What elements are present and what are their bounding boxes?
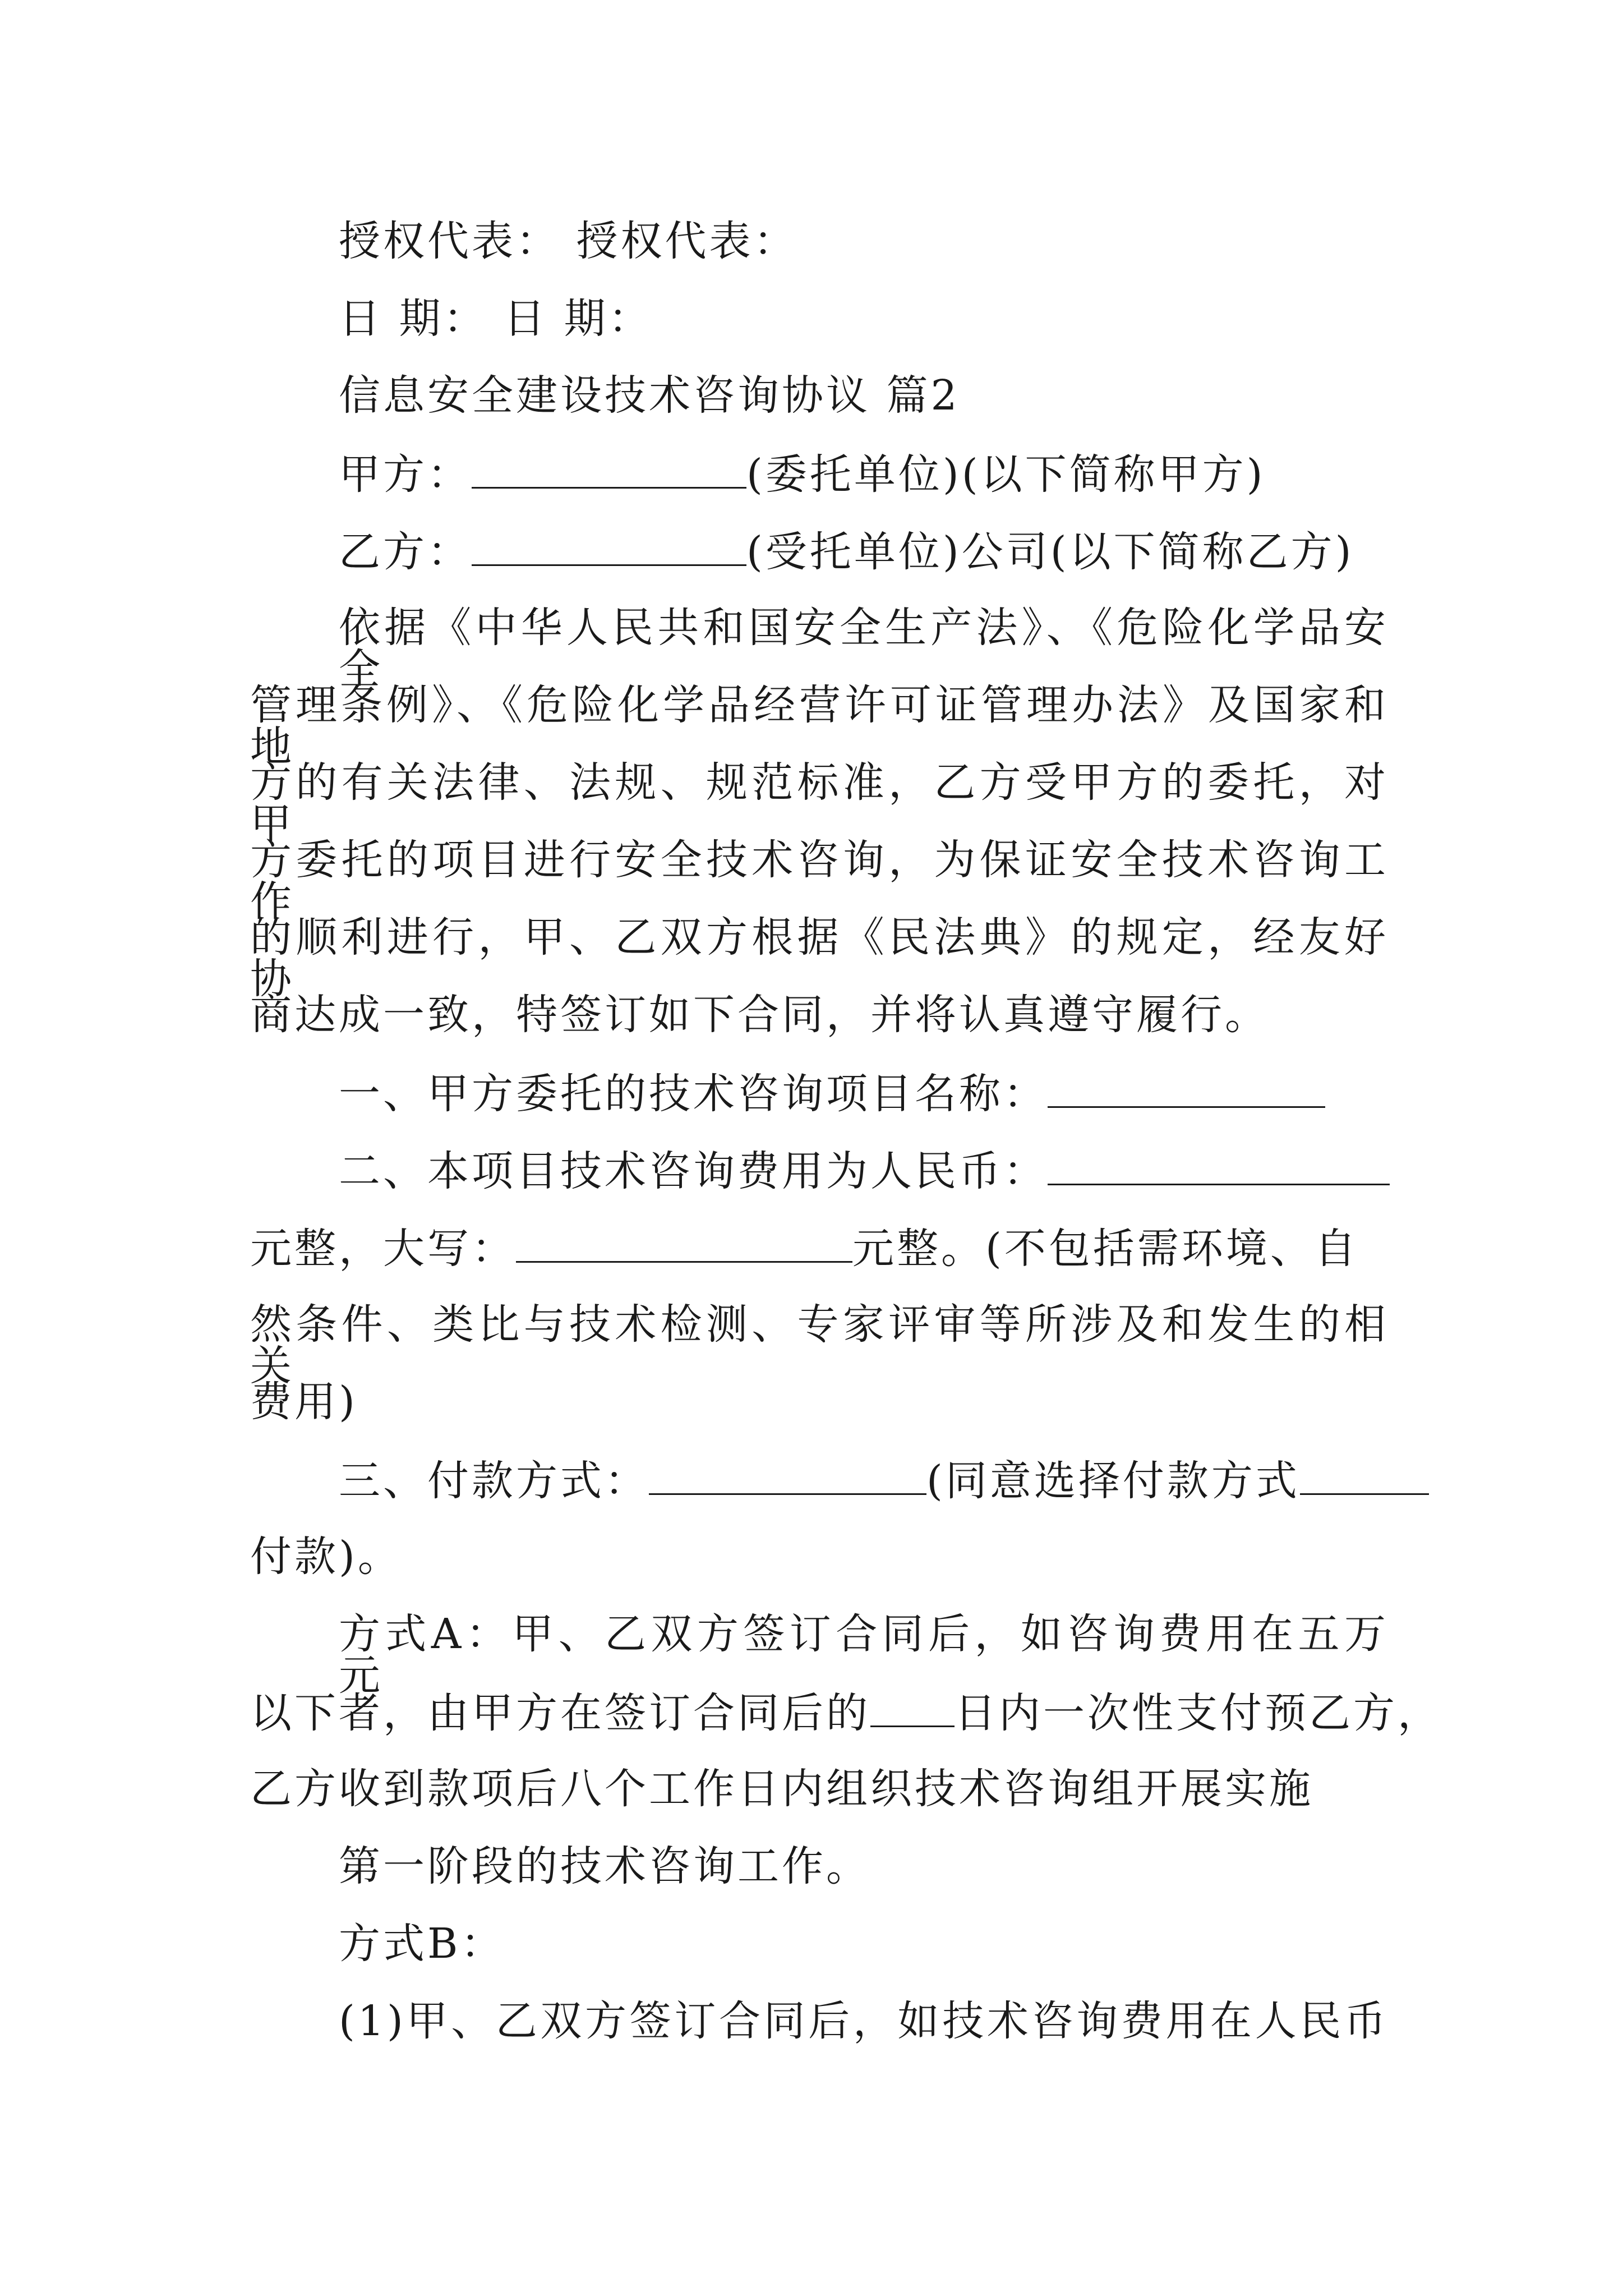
party-a-line (339, 450, 1389, 499)
clause-2-line-2 (250, 1225, 1389, 1273)
clause-2-line-4: 费用) (250, 1378, 358, 1426)
clause-3-text: (同意选择付款方式 (926, 1457, 1300, 1505)
clause-1-blank (1048, 1071, 1325, 1108)
signature-row: 授权代表： 授权代表： (339, 217, 798, 265)
method-a-line-4: 第一阶段的技术咨询工作。 (339, 1842, 870, 1890)
party-b-label: 乙方： (339, 528, 472, 576)
clause-3-line-2: 付款)。 (250, 1533, 402, 1581)
clause-2-line-1 (339, 1147, 1389, 1195)
method-a-text: 日内一次性支付预乙方， (955, 1689, 1442, 1737)
method-a-line-1: 方式A：甲、乙双方签订合同后，如咨询费用在五万元 (339, 1610, 1389, 1700)
preamble-line: 的顺利进行，甲、乙双方根据《民法典》的规定，经友好协 (250, 913, 1389, 1003)
clause-2-amount-blank (1048, 1149, 1390, 1185)
method-b-item-1: (1)甲、乙双方签订合同后，如技术咨询费用在人民币 (339, 1997, 1389, 2045)
party-b-line (339, 528, 1389, 576)
preamble-line: 方委托的项目进行安全技术咨询，为保证安全技术咨询工作 (250, 836, 1389, 926)
clause-1-line (339, 1070, 1389, 1118)
preamble-line: 商达成一致，特签订如下合同，并将认真遵守履行。 (250, 991, 1269, 1039)
payment-choice-blank (1300, 1458, 1429, 1495)
party-a-suffix: (委托单位)(以下简称甲方) (746, 450, 1266, 499)
clause-1-text: 一、甲方委托的技术咨询项目名称： (339, 1070, 1048, 1118)
method-a-line-2 (250, 1689, 1442, 1737)
party-a-blank (472, 452, 746, 489)
clause-3-line-1 (339, 1457, 1389, 1505)
party-a-label: 甲方： (339, 450, 472, 499)
clause-2-text: 元整。(不包括需环境、自 (852, 1225, 1359, 1273)
clause-2-text: 元整，大写： (250, 1225, 516, 1273)
clause-3-text: 三、付款方式： (339, 1457, 649, 1505)
party-b-suffix: (受托单位)公司(以下简称乙方) (746, 528, 1354, 576)
section-heading: 信息安全建设技术咨询协议 篇2 (339, 371, 960, 420)
clause-2-line-3: 然条件、类比与技术检测、专家评审等所涉及和发生的相关 (250, 1300, 1389, 1390)
clause-2-words-blank (516, 1226, 852, 1263)
date-row: 日 期： 日 期： (339, 295, 653, 343)
party-b-blank (472, 530, 746, 566)
preamble-line: 管理条例》、《危险化学品经营许可证管理办法》及国家和地 (250, 681, 1389, 771)
clause-2-text: 二、本项目技术咨询费用为人民币： (339, 1147, 1048, 1195)
method-a-text: 以下者，由甲方在签订合同后的 (250, 1689, 870, 1737)
days-blank (870, 1691, 955, 1727)
preamble-line: 方的有关法律、法规、规范标准，乙方受甲方的委托，对甲 (250, 758, 1389, 848)
method-b-label: 方式B： (339, 1920, 505, 1968)
method-a-line-3: 乙方收到款项后八个工作日内组织技术咨询组开展实施 (250, 1765, 1313, 1813)
payment-method-blank (649, 1458, 926, 1495)
preamble-line: 依据《中华人民共和国安全生产法》、《危险化学品安全 (339, 604, 1389, 693)
